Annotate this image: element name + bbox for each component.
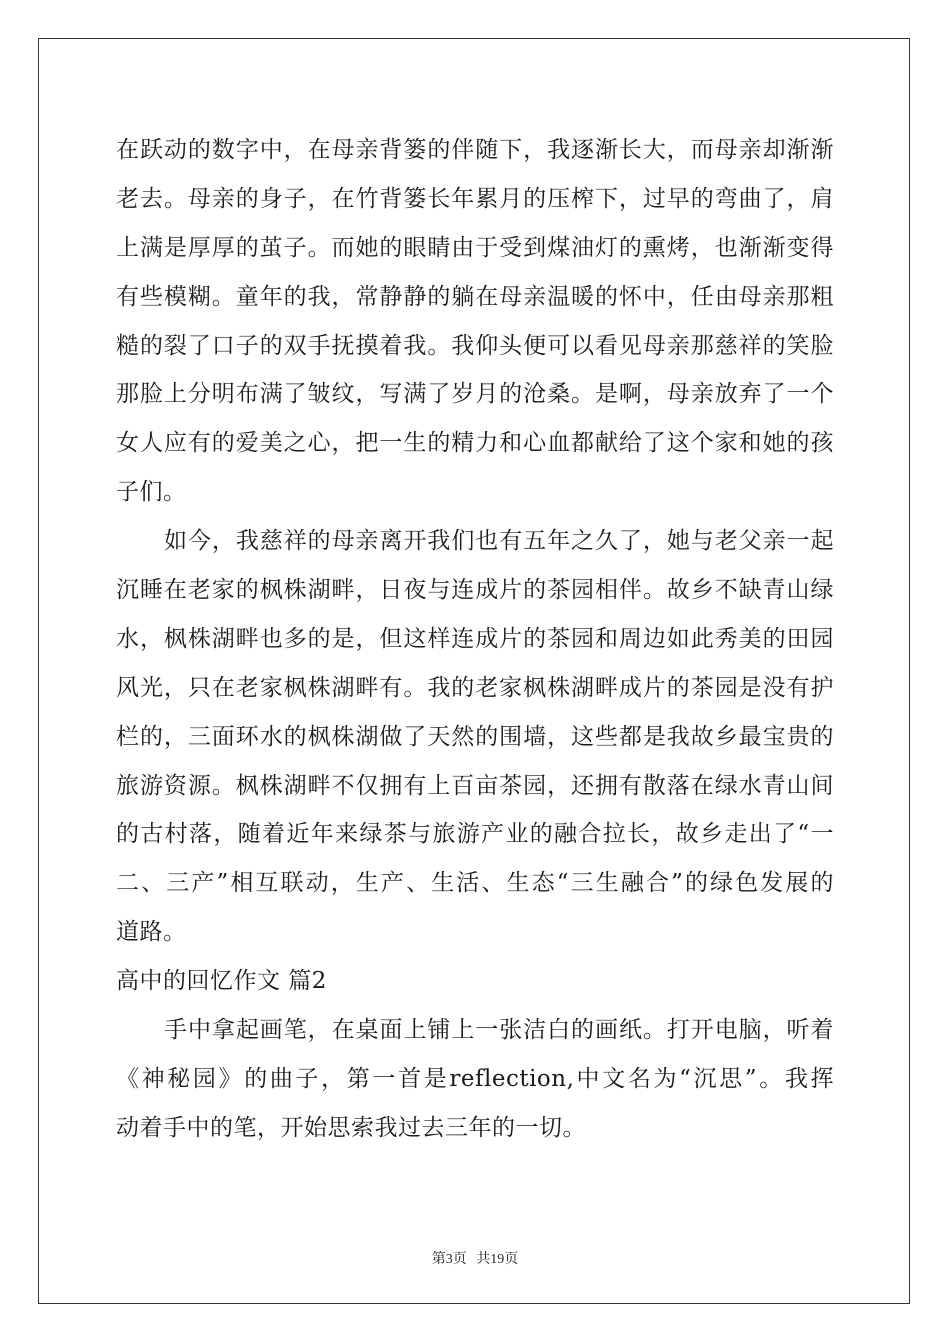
section-heading: 高中的回忆作文 篇2 [116, 968, 327, 995]
text-line: 子们。 [116, 479, 187, 506]
text-line: 老去。母亲的身子，在竹背篓长年累月的压榨下，过早的弯曲了，肩 [116, 185, 834, 212]
text-line: 旅游资源。枫株湖畔不仅拥有上百亩茶园，还拥有散落在绿水青山间 [116, 772, 834, 799]
document-body [116, 126, 834, 1153]
text-line: 二、三产”相互联动，生产、生活、生态“三生融合”的绿色发展的 [116, 870, 834, 897]
text-line: 风光，只在老家枫株湖畔有。我的老家枫株湖畔成片的茶园是没有护 [116, 674, 834, 701]
text-line: 如今，我慈祥的母亲离开我们也有五年之久了，她与老父亲一起 [164, 528, 834, 555]
text-line: 在跃动的数字中，在母亲背篓的伴随下，我逐渐长大，而母亲却渐渐 [116, 137, 834, 163]
text-line: 女人应有的爱美之心，把一生的精力和心血都献给了这个家和她的孩 [116, 430, 834, 457]
text-line: 那脸上分明布满了皱纹，写满了岁月的沧桑。是啊，母亲放弃了一个 [116, 381, 834, 408]
text-line: 手中拿起画笔，在桌面上铺上一张洁白的画纸。打开电脑，听着 [164, 1017, 834, 1044]
text-line: 栏的，三面环水的枫株湖做了天然的围墙，这些都是我故乡最宝贵的 [116, 723, 834, 750]
text-line: 有些模糊。童年的我，常静静的躺在母亲温暖的怀中，任由母亲那粗 [116, 283, 834, 310]
page-footer [0, 1248, 950, 1268]
text-line: 水，枫株湖畔也多的是，但这样连成片的茶园和周边如此秀美的田园 [116, 625, 834, 652]
text-line: 沉睡在老家的枫株湖畔，日夜与连成片的茶园相伴。故乡不缺青山绿 [116, 577, 834, 604]
text-line: 道路。 [116, 919, 187, 946]
text-line: 动着手中的笔，开始思索我过去三年的一切。 [116, 1114, 586, 1141]
text-line: 《神秘园》的曲子，第一首是reflection,中文名为“沉思”。我挥 [116, 1065, 834, 1092]
page-total: 共19页 [476, 1252, 519, 1267]
text-line: 上满是厚厚的茧子。而她的眼睛由于受到煤油灯的熏烤，也渐渐变得 [116, 234, 834, 261]
page-number: 第3页 [431, 1252, 467, 1267]
text-line: 的古村落，随着近年来绿茶与旅游产业的融合拉长，故乡走出了“一 [116, 821, 834, 848]
text-line: 糙的裂了口子的双手抚摸着我。我仰头便可以看见母亲那慈祥的笑脸 [116, 332, 834, 359]
